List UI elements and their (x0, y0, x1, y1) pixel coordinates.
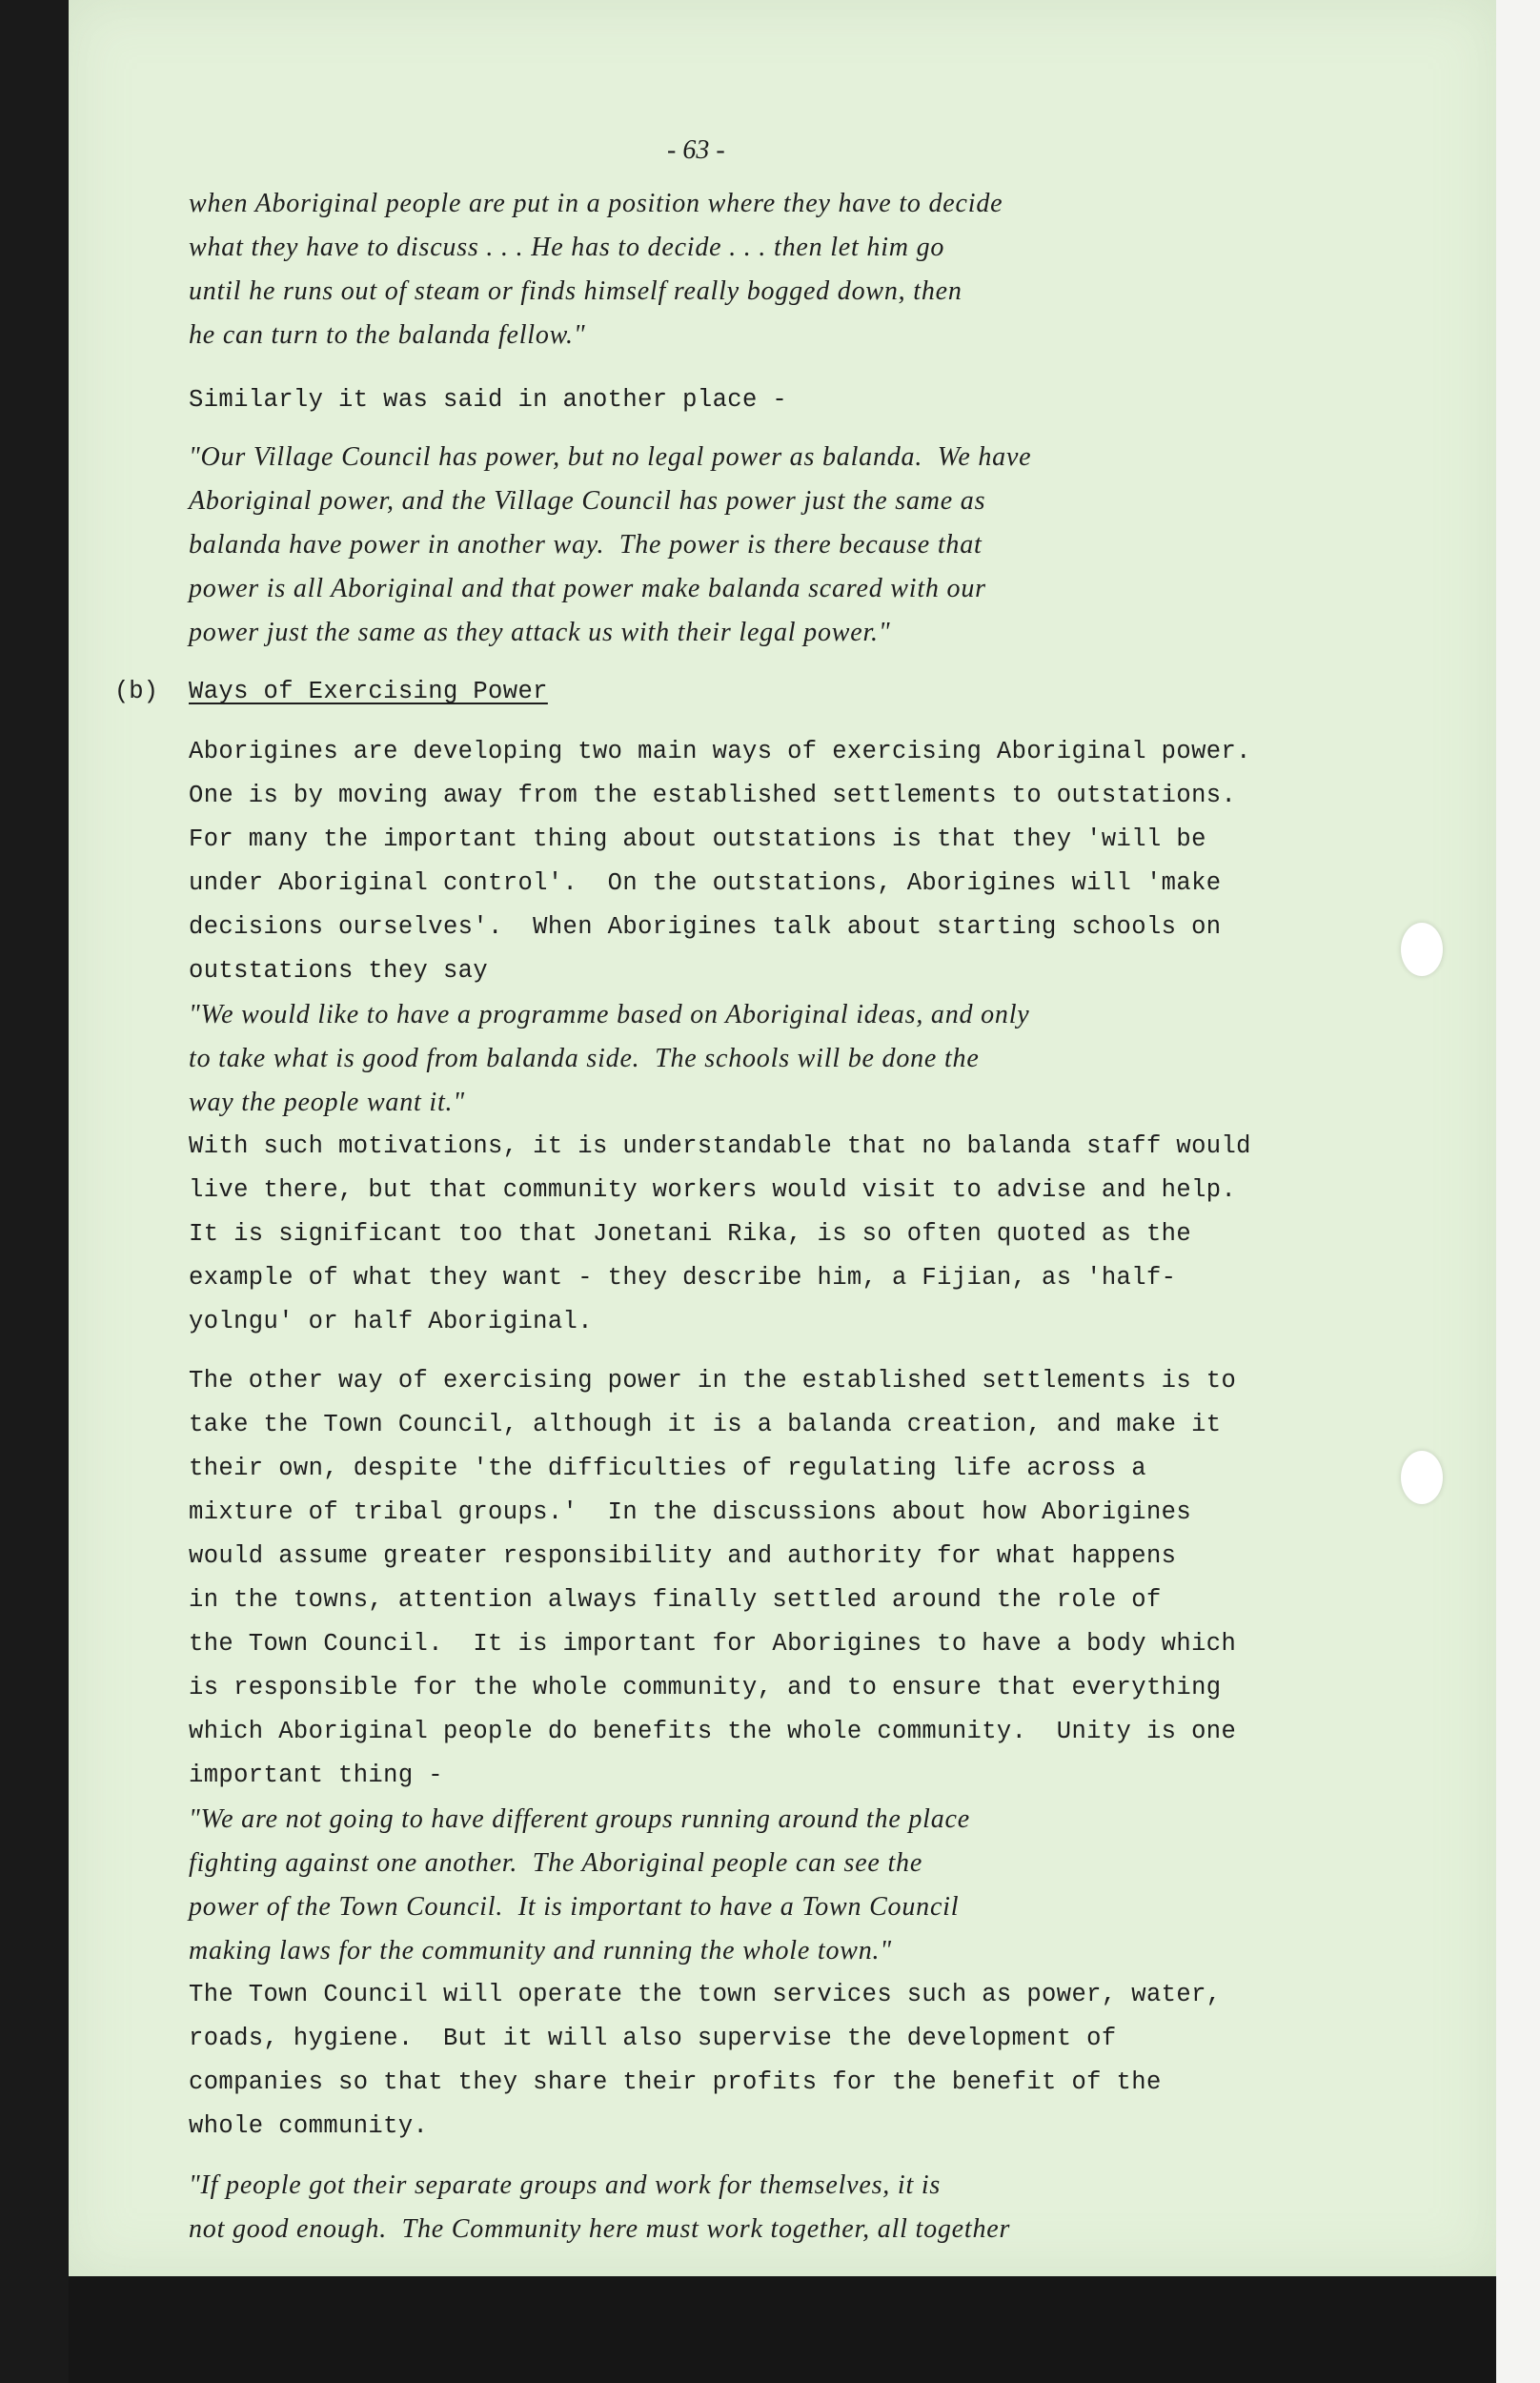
page-edge-right (1496, 0, 1540, 2383)
binder-hole-top (1401, 923, 1443, 976)
text-line: take the Town Council, although it is a balanda creation, and make it (189, 1411, 1222, 1438)
text-line: For many the important thing about outstations is that they 'will be (189, 825, 1206, 853)
text-line: Similarly it was said in another place - (189, 386, 788, 414)
section-label: (b) (114, 678, 158, 705)
text-line: outstations they say (189, 957, 489, 985)
text-line: Aborigines are developing two main ways of exercising Aboriginal power. (189, 738, 1251, 765)
text-line: is responsible for the whole community, and to ensure that everything (189, 1674, 1222, 1701)
text-line: the Town Council. It is important for Aborigines to have a body which (189, 1630, 1237, 1658)
binder-hole-bottom (1401, 1451, 1443, 1504)
text-line: which Aboriginal people do benefits the whole community. Unity is one (189, 1718, 1237, 1745)
text-line: With such motivations, it is understandable that no balanda staff would (189, 1132, 1251, 1160)
text-line: until he runs out of steam or finds himself really bogged down, then (189, 276, 962, 306)
text-line: when Aboriginal people are put in a position where they have to decide (189, 189, 1003, 218)
text-line: Aboriginal power, and the Village Council has power just the same as (189, 486, 986, 516)
text-line: under Aboriginal control'. On the outstations, Aborigines will 'make (189, 869, 1222, 897)
text-line: fighting against one another. The Aboriginal people can see the (189, 1848, 923, 1878)
text-line: mixture of tribal groups.' In the discussions about how Aborigines (189, 1498, 1192, 1526)
text-line: he can turn to the balanda fellow." (189, 320, 586, 350)
text-line: yolngu' or half Aboriginal. (189, 1308, 593, 1335)
text-line: It is significant too that Jonetani Rika, is so often quoted as the (189, 1220, 1192, 1248)
text-line: whole community. (189, 2112, 429, 2140)
text-line: "We would like to have a programme based on Aboriginal ideas, and only (189, 1000, 1030, 1029)
text-line: decisions ourselves'. When Aborigines talk about starting schools on (189, 913, 1222, 941)
text-line: power is all Aboriginal and that power make balanda scared with our (189, 574, 986, 603)
text-line: The Town Council will operate the town services such as power, water, (189, 1981, 1222, 2008)
text-line: important thing - (189, 1762, 443, 1789)
text-line: example of what they want - they describe him, a Fijian, as 'half- (189, 1264, 1177, 1292)
text-line: what they have to discuss . . . He has to decide . . . then let him go (189, 233, 945, 262)
text-line: "We are not going to have different groups running around the place (189, 1804, 970, 1834)
text-line: not good enough. The Community here must work together, all together (189, 2214, 1011, 2244)
text-line: balanda have power in another way. The power is there because that (189, 530, 983, 560)
text-line: way the people want it." (189, 1088, 465, 1117)
text-line: in the towns, attention always finally settled around the role of (189, 1586, 1162, 1614)
text-line: their own, despite 'the difficulties of regulating life across a (189, 1455, 1146, 1482)
section-heading: Ways of Exercising Power (189, 678, 548, 705)
text-line: "Our Village Council has power, but no legal power as balanda. We have (189, 442, 1032, 472)
text-line: making laws for the community and running the whole town." (189, 1936, 892, 1965)
text-line: to take what is good from balanda side. The schools will be done the (189, 1044, 980, 1073)
text-line: power of the Town Council. It is important to have a Town Council (189, 1892, 960, 1922)
text-line: companies so that they share their profits for the benefit of the (189, 2068, 1162, 2096)
text-line: power just the same as they attack us with their legal power." (189, 618, 891, 647)
text-line: would assume greater responsibility and authority for what happens (189, 1542, 1177, 1570)
text-line: One is by moving away from the established settlements to outstations. (189, 782, 1237, 809)
text-line: The other way of exercising power in the established settlements is to (189, 1367, 1237, 1395)
page-number: - 63 - (667, 135, 725, 165)
text-line: roads, hygiene. But it will also supervise the development of (189, 2025, 1117, 2052)
text-line: "If people got their separate groups and work for themselves, it is (189, 2170, 942, 2200)
page-edge-bottom (69, 2276, 1496, 2383)
text-line: live there, but that community workers would visit to advise and help. (189, 1176, 1237, 1204)
